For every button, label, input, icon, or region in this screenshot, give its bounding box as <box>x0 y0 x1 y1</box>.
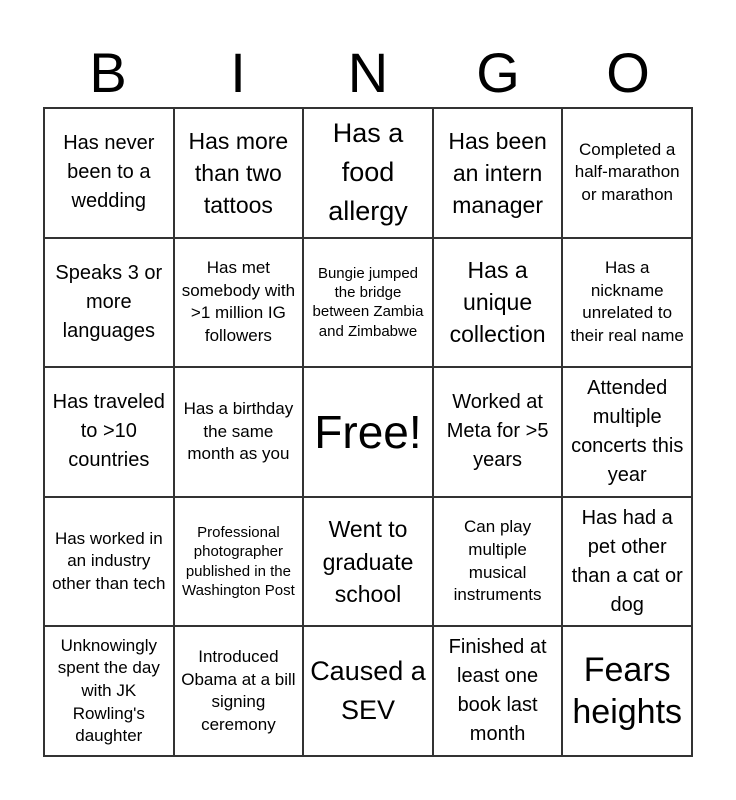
cell-label: Has a unique collection <box>449 257 546 348</box>
bingo-cell[interactable] <box>433 367 563 497</box>
cell-label: Professional photographer published in the Washington Post <box>181 524 295 599</box>
header-letter-i: I <box>230 41 246 104</box>
cell-label: Caused a SEV <box>310 656 426 726</box>
cell-label: Unknowingly spent the day with JK Rowling's daughter <box>57 635 160 746</box>
bingo-cell[interactable] <box>433 108 563 238</box>
bingo-cell[interactable] <box>433 238 563 368</box>
cell-label: Completed a half-marathon or marathon <box>574 139 680 205</box>
free-space-cell[interactable] <box>303 367 433 497</box>
cell-label: Fears heights <box>572 650 683 732</box>
bingo-cell[interactable] <box>562 238 692 368</box>
bingo-header <box>43 40 693 106</box>
bingo-cell[interactable] <box>303 497 433 627</box>
cell-label: Has never been to a wedding <box>63 132 155 213</box>
cell-label: Has a food allergy <box>328 118 408 227</box>
header-letter-b: B <box>89 41 127 104</box>
bingo-cell[interactable] <box>44 497 174 627</box>
bingo-cell[interactable] <box>174 238 304 368</box>
cell-label: Finished at least one book last month <box>448 636 547 746</box>
bingo-cell[interactable] <box>303 108 433 238</box>
cell-label: Has a birthday the same month as you <box>183 399 294 464</box>
bingo-cell[interactable] <box>433 626 563 756</box>
header-letter-g: G <box>476 41 520 104</box>
bingo-cell[interactable] <box>562 497 692 627</box>
bingo-cell[interactable] <box>562 626 692 756</box>
cell-label: Has met somebody with >1 million IG followers <box>181 258 296 345</box>
bingo-cell[interactable] <box>44 367 174 497</box>
cell-label: Has a nickname unrelated to their real name <box>570 258 684 345</box>
bingo-cell[interactable] <box>562 367 692 497</box>
bingo-cell[interactable] <box>303 626 433 756</box>
cell-label: Has traveled to >10 countries <box>52 391 165 472</box>
header-letter-o: O <box>606 41 650 104</box>
cell-label: Bungie jumped the bridge between Zambia and Zimbabwe <box>312 265 424 340</box>
cell-label: Has worked in an industry other than tech <box>52 528 166 593</box>
free-space-label: Free! <box>314 405 422 458</box>
cell-label: Has more than two tattoos <box>188 127 289 218</box>
bingo-cell[interactable] <box>44 108 174 238</box>
header-letter-n: N <box>347 41 389 104</box>
cell-label: Has had a pet other than a cat or dog <box>571 506 683 616</box>
cell-label: Introduced Obama at a bill signing ceremony <box>181 646 296 734</box>
bingo-board <box>43 107 693 757</box>
bingo-cell[interactable] <box>562 108 692 238</box>
cell-label: Has been an intern manager <box>448 127 547 218</box>
bingo-cell[interactable] <box>174 367 304 497</box>
bingo-cell[interactable] <box>174 626 304 756</box>
cell-label: Went to graduate school <box>322 516 414 607</box>
cell-label: Attended multiple concerts this year <box>571 376 684 486</box>
cell-label: Speaks 3 or more languages <box>55 261 163 342</box>
cell-label: Worked at Meta for >5 years <box>446 391 549 472</box>
bingo-cell[interactable] <box>44 238 174 368</box>
bingo-cell[interactable] <box>433 497 563 627</box>
bingo-cell[interactable] <box>174 497 304 627</box>
bingo-cell[interactable] <box>303 238 433 368</box>
bingo-cell[interactable] <box>44 626 174 756</box>
bingo-cell[interactable] <box>174 108 304 238</box>
cell-label: Can play multiple musical instruments <box>453 517 542 605</box>
